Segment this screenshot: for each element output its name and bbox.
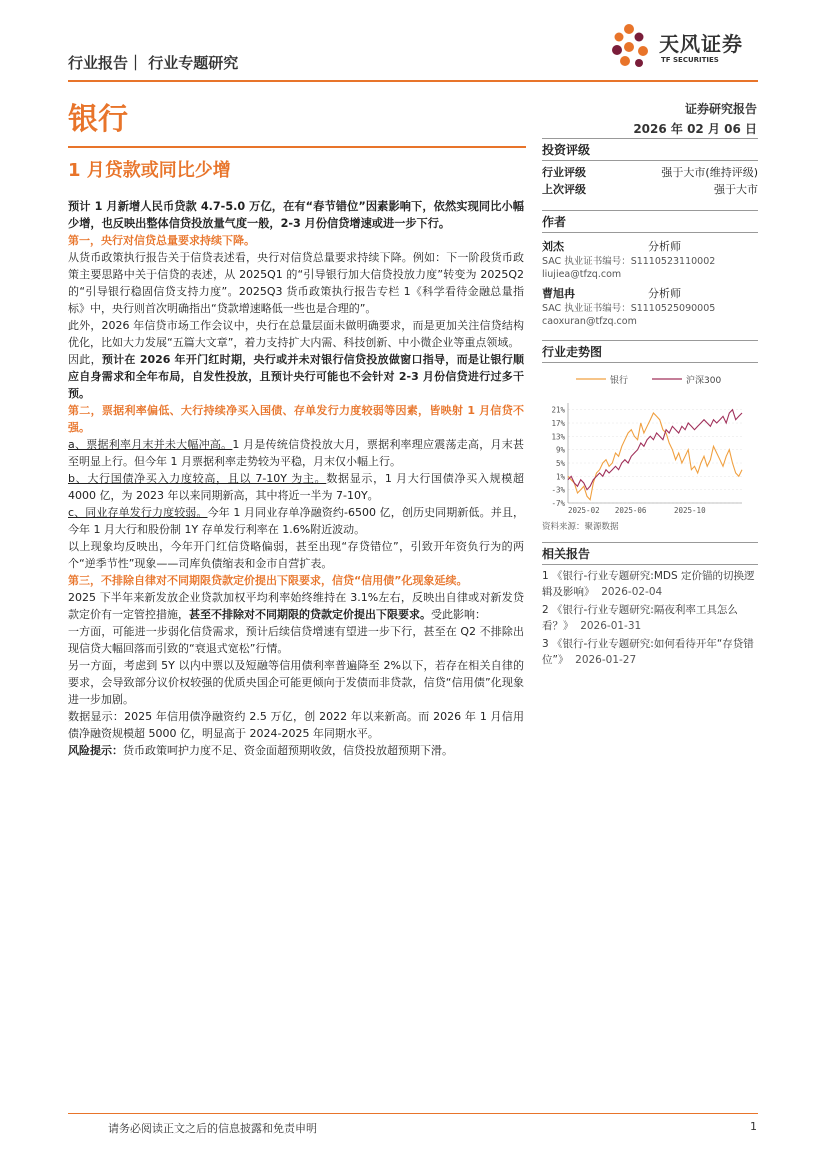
- text-run: 1 月是传统信贷投放大月，票据利率理应震荡走高，月末甚至明显上行。但今年 1 月票据利率走势较为平稳，月末仅小幅上行。: [68, 438, 524, 468]
- rating-label: 行业评级: [542, 166, 586, 179]
- section-heading-2: 第二，票据利率偏低、大行持续净买入国债、存单发行力度较弱等因素，皆映射 1 月信贷不强。: [68, 404, 524, 434]
- x-tick-label: 2025-06: [614, 506, 647, 515]
- page-number: 1: [750, 1120, 757, 1133]
- related-report-text: 3 《银行-行业专题研究:如何看待开年“存贷错位”》: [542, 638, 754, 666]
- author-name: 刘杰: [542, 240, 564, 253]
- related-reports-section: [542, 542, 758, 668]
- rating-value: 强于大市(维持评级): [661, 166, 758, 179]
- divider: [542, 232, 758, 233]
- paragraph: 一方面，可能进一步弱化信贷需求，预计后续信贷增速有望进一步下行，甚至在 Q2 不排除出现信贷大幅回落而引致的“衰退式宽松”行情。: [68, 625, 524, 655]
- y-tick-label: 21%: [551, 405, 565, 415]
- prev-rating-label: 上次评级: [542, 183, 586, 196]
- related-report-text: 1 《银行-行业专题研究:MDS 定价锚的切换逻辑及影响》: [542, 570, 755, 598]
- text-run: 数据显示，1 月大行国债净买入规模超 4000 亿，为 2023 年以来同期新高，其中将近一半为 7-10Y。: [68, 472, 524, 502]
- divider: [542, 210, 758, 211]
- report-type: 证券研究报告: [684, 102, 757, 116]
- divider: [542, 340, 758, 341]
- author-block: [542, 285, 758, 328]
- author-role: 分析师: [648, 287, 681, 300]
- paragraph: 以上现象均反映出，今年开门红信贷略偏弱，甚至出现“存贷错位”，引致开年资负行为的两个“逆季节性”现象——司库负债缩表和金市自营扩表。: [68, 540, 524, 570]
- author-email[interactable]: caoxuran@tfzq.com: [542, 316, 637, 327]
- divider: [542, 542, 758, 543]
- related-report-text: 2 《银行-行业专题研究:隔夜利率工具怎么看？》: [542, 604, 738, 632]
- paragraph: 从货币政策执行报告关于信贷表述看，央行对信贷总量要求持续下降。例如：下一阶段货币政策主要思路中关于信贷的表述，从 2025Q1 的“引导银行加大信贷投放力度”转变为 2025Q2 的“引导银行稳固信贷支持力度”。2025Q3 货币政策执行报告专栏 1《科学看待金融总量指标》中，央行则首次明确指出“贷款增速略低一些也是合理的”。: [68, 251, 524, 315]
- section-heading-1: 第一，央行对信贷总量要求持续下降。: [68, 234, 255, 247]
- title-divider: [68, 146, 526, 148]
- bold-text-run: 预计在 2026 年开门红时期，央行或并未对银行信贷投放做窗口指导，而是让银行顺应自身需求和全年布局，自发性投放，且预计央行可能也不会针对 2-3 月份信贷进行过多干预。: [68, 353, 525, 400]
- y-tick-label: 17%: [551, 419, 565, 428]
- rating-title: 投资评级: [542, 143, 591, 157]
- related-report-item[interactable]: [542, 568, 758, 600]
- footer-disclaimer[interactable]: 请务必阅读正文之后的信息披露和免责申明: [108, 1122, 317, 1135]
- risk-label: 风险提示：: [68, 744, 123, 757]
- author-sac: SAC 执业证书编号：S1110523110002: [542, 256, 716, 267]
- chart-title: 行业走势图: [542, 345, 603, 359]
- paragraph: 此外，2026 年信贷市场工作会议中，央行在总量层面未做明确要求，而是更加关注信贷结构优化，比如大力发展“五篇大文章”，着力支持扩大内需、科技创新、中小微企业等重点领域。: [68, 319, 524, 349]
- bold-text-run: 甚至不排除对不同期限的贷款定价提出下限要求。: [189, 608, 431, 621]
- trend-chart-section: [542, 340, 758, 534]
- author-name: 曹旭冉: [542, 287, 575, 300]
- company-logo: [607, 20, 757, 70]
- sector-title: 银行: [68, 102, 128, 137]
- related-report-item[interactable]: [542, 636, 758, 668]
- paragraph: [68, 436, 524, 470]
- underlined-text-run: b、大行国债净买入力度较高，且以 7-10Y 为主。: [68, 472, 327, 485]
- paragraph: 另一方面，考虑到 5Y 以内中票以及短融等信用债利率普遍降至 2%以下，若存在相关自律的要求，会导致部分议价权较强的优质央国企可能更倾向于发债而非贷款，信贷“信用债”化现象进一步加剧。: [68, 659, 524, 706]
- author-block: [542, 238, 758, 281]
- section-heading-3: 第三，不排除自律对不同期限贷款定价提出下限要求，信贷“信用债”化现象延续。: [68, 574, 468, 587]
- report-category: 行业报告｜ 行业专题研究: [68, 54, 239, 72]
- logo-en-text: TF SECURITIES: [661, 56, 719, 64]
- author-name-row: [542, 285, 758, 302]
- related-report-date: 2026-01-27: [575, 654, 637, 666]
- text-run: 2025 下半年来新发放企业贷款加权平均利率始终维持在 3.1%左右，反映出自律或对新发贷款定价有一定管控措施，: [68, 591, 524, 621]
- text-run: 因此，: [68, 353, 102, 366]
- risk-text: 货币政策呵护力度不足、资金面超预期收敛，信贷投放超预期下滑。: [123, 744, 453, 757]
- paragraph: 数据显示：2025 年信用债净融资约 2.5 万亿，创 2022 年以来新高。而 2026 年 1 月信用债净融资规模超 5000 亿，明显高于 2024-2025 年同期水平。: [68, 710, 524, 740]
- y-tick-label: -7%: [551, 499, 565, 508]
- trend-chart: [542, 365, 758, 515]
- divider: [542, 564, 758, 565]
- paragraph: [68, 504, 524, 538]
- y-tick-label: 13%: [551, 432, 565, 442]
- divider: [542, 138, 758, 139]
- underlined-text-run: c、同业存单发行力度较弱。: [68, 506, 208, 519]
- rating-row: [542, 164, 758, 181]
- header-divider: [68, 80, 758, 82]
- logo-cn-text: 天风证券: [659, 32, 743, 56]
- author-name-row: [542, 238, 758, 255]
- risk-paragraph: [68, 742, 524, 759]
- author-sac: SAC 执业证书编号：S1110525090005: [542, 303, 716, 314]
- footer-divider: [68, 1113, 758, 1114]
- series-line: [568, 410, 742, 490]
- paragraph: [68, 470, 524, 504]
- authors-section: [542, 210, 758, 328]
- text-run: 今年 1 月同业存单净融资约-6500 亿，创历史同期新低。并且，今年 1 月大行和股份制 1Y 存单发行利率在 1.6%附近波动。: [68, 506, 524, 536]
- underlined-text-run: a、票据利率月末并未大幅冲高。: [68, 438, 233, 451]
- related-report-item[interactable]: [542, 602, 758, 634]
- authors-title: 作者: [542, 215, 567, 229]
- rating-section: [542, 138, 758, 198]
- y-tick-label: 1%: [555, 472, 565, 482]
- lead-summary: 预计 1 月新增人民币贷款 4.7-5.0 万亿，在有“春节错位”因素影响下，依然实现同比小幅少增，也反映出整体信贷投放量气度一般，2-3 月份信贷增速或进一步下行。: [68, 200, 524, 230]
- divider: [542, 160, 758, 161]
- related-report-date: 2026-02-04: [601, 586, 663, 598]
- x-tick-label: 2025-10: [673, 506, 706, 515]
- y-tick-label: -3%: [551, 485, 565, 495]
- related-title: 相关报告: [542, 547, 591, 561]
- x-tick-label: 2025-02: [568, 506, 600, 515]
- paragraph: [68, 589, 524, 623]
- report-date: 2026 年 02 月 06 日: [633, 122, 757, 136]
- related-report-date: 2026-01-31: [580, 620, 642, 632]
- legend-label: 银行: [610, 376, 629, 386]
- divider: [542, 362, 758, 363]
- y-tick-label: 9%: [555, 445, 565, 455]
- paragraph: [68, 351, 524, 402]
- report-title: 1 月贷款或同比少增: [68, 160, 231, 181]
- chart-source: 资料来源：聚源数据: [542, 522, 619, 532]
- legend-label: 沪深300: [686, 376, 722, 386]
- logo-mark-icon: [607, 20, 657, 70]
- text-run: 受此影响：: [431, 608, 486, 621]
- author-email[interactable]: liujiea@tfzq.com: [542, 269, 622, 280]
- author-role: 分析师: [648, 240, 681, 253]
- y-tick-label: 5%: [555, 459, 565, 468]
- main-body: [68, 198, 524, 759]
- series-line: [568, 413, 742, 500]
- prev-rating-value: 强于大市: [714, 183, 758, 196]
- prev-rating-row: [542, 181, 758, 198]
